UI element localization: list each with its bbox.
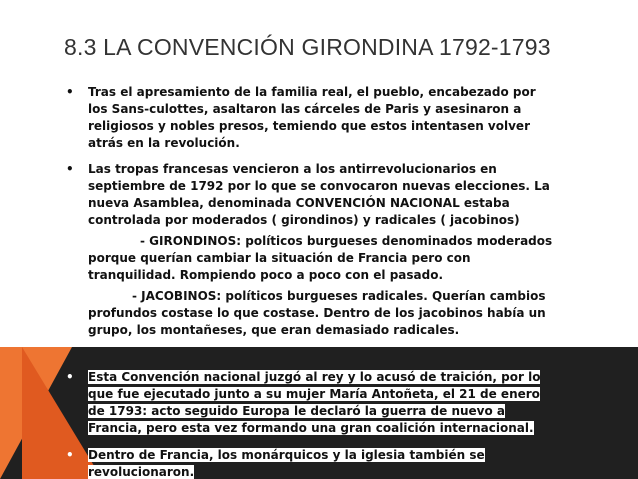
text-line: porque querían cambiar la situación de Francia pero con (88, 251, 471, 265)
text-line: Tras el apresamiento de la familia real, el pueblo, encabezado por (88, 85, 536, 99)
text-line: profundos costase lo que costase. Dentro de los jacobinos había un (88, 306, 546, 320)
text-line: controlada por moderados ( girondinos) y radicales ( jacobinos) (88, 213, 520, 227)
bullet-icon: • (66, 448, 74, 462)
bullet-item-4 (66, 447, 581, 479)
text-line: Esta Convención nacional juzgó al rey y lo acusó de traición, por lo (88, 370, 541, 384)
text-line: revolucionaron. (88, 465, 195, 479)
text-line: grupo, los montañeses, que eran demasiado radicales. (88, 323, 460, 337)
text-line: Francia, pero esta vez formando una gran coalición internacional. (88, 421, 534, 435)
bullet-icon: • (66, 162, 74, 176)
text-line: - JACOBINOS: políticos burgueses radicales. Querían cambios (132, 289, 546, 303)
jacobinos-paragraph (66, 288, 581, 339)
bullet-icon: • (66, 85, 74, 99)
slide-body (66, 84, 581, 339)
bullet-icon: • (66, 370, 74, 384)
text-line: atrás en la revolución. (88, 136, 240, 150)
text-line: septiembre de 1792 por lo que se convocaron nuevas elecciones. La (88, 179, 550, 193)
text-line: tranquilidad. Rompiendo poco a poco con el pasado. (88, 268, 444, 282)
bullet-item-1 (66, 84, 581, 152)
girondinos-paragraph (66, 233, 581, 284)
text-line: de 1793: acto seguido Europa le declaró la guerra de nuevo a (88, 404, 506, 418)
slide-title: 8.3 LA CONVENCIÓN GIRONDINA 1792-1793 (64, 34, 551, 60)
bullet-item-3 (66, 369, 581, 437)
text-line: nueva Asamblea, denominada CONVENCIÓN NACIONAL estaba (88, 196, 510, 210)
text-line: - GIRONDINOS: políticos burgueses denominados moderados (140, 234, 553, 248)
text-line: que fue ejecutado junto a su mujer María Antoñeta, el 21 de enero (88, 387, 540, 401)
band-body (66, 369, 581, 479)
text-line: los Sans-culottes, asaltaron las cárceles de Paris y asesinaron a (88, 102, 522, 116)
text-line: religiosos y nobles presos, temiendo que estos intentasen volver (88, 119, 530, 133)
text-line: Las tropas francesas vencieron a los antirrevolucionarios en (88, 162, 497, 176)
bullet-item-2 (66, 161, 581, 229)
text-line: Dentro de Francia, los monárquicos y la iglesia también se (88, 448, 485, 462)
